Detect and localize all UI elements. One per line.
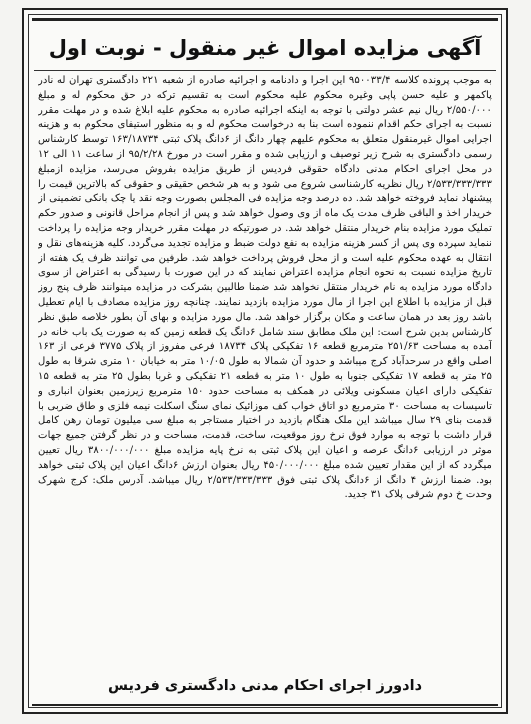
top-rule (32, 18, 498, 21)
bottom-rule (32, 704, 498, 706)
notice-title: آگهی مزایده اموال غیر منقول - نوبت اول (48, 36, 482, 60)
notice-body: به موجب پرونده کلاسه ۹۵۰۰۳۳/۴ این اجرا و دادنامه و اجرائیه صادره از شعبه ۲۲۱ دادگستری تهران له نادر پاکمهر و علیه حسن پاپی وغیره محکوم علیه محکوم است به تقسیم ترکه در حق محکوم له و مبلغ ۲/۵۵۰/۰۰۰ ریال نیم عشر دولتی با توجه به اینکه اجرائیه صادره به محکوم علیه ابلاغ شده و در مهلت مقرر نسبت به اجرای حکم اقدام ننموده است بنا به درخواست محکوم له و به منظور استیفای محکوم به و هزینه اجرایی اموال غیرمنقول متعلق به محکوم علیهم چهار دانگ از ۶دانگ پلاک ثبتی ۱۶۳/۱۸۷۳۴ توسط کارشناس رسمی دادگستری به شرح زیر توصیف و ارزیابی شده و مقرر است در مورخ ۹۵/۲/۲۸ از ساعت ۱۱ الی ۱۲ در محل اجرای احکام مدنی دادگاه حقوقی فردیس از طریق مزایده بفروش می‌رسد، مزایده ازمبلغ ۲/۵۳۳/۳۳۳/۳۳۳ ریال نظریه کارشناسی شروع می شود و به هر شخص حقیقی و حقوقی که بالاترین قیمت را پیشنهاد نماید فروخته خواهد شد. ده درصد وجه مزایده فی المجلس بصورت وجه نقد یا چک بانکی تضمینی از خریدار اخذ و الباقی ظرف مدت یک ماه از وی وصول خواهد شد و پس از انجام مراحل قانونی و صدور حکم تملیک مورد مزایده بنام خریدار منتقل خواهد شد. در صورتیکه در مهلت مقرر خریدار وجه مزایده را پرداخت ننماید سپرده وی پس از کسر هزینه مزایده به نفع دولت ضبط و مزایده تجدید می‌گردد. کلیه هزینه‌های نقل و انتقال به عهده محکوم علیه است و از محل فروش پرداخت خواهد شد. طرفین می توانند ظرف یک هفته از تاریخ مزایده نسبت به نحوه انجام مزایده اعتراض نمایند که در این صورت با رسیدگی به اعتراض از سوی دادگاه مورد مزایده به نام خریدار منتقل نخواهد شد ضمنا طالبین بشرکت در مزایده میتوانند ظرف پنج روز قبل از مزایده با اطلاع این اجرا از مال مورد مزایده بازدید نمایند. چنانچه روز مزایده مصادف با ایام تعطیل باشد روز بعد در همان ساعت و مکان برگزار خواهد شد. مال مورد مزایده و بهای آن بطور خلاصه طبق نظر کارشناس بدین شرح است: این ملک مطابق سند شامل ۶دانگ یک قطعه زمین که به صورت یک باب خانه در آمده به مساحت ۲۵۱/۶۳ مترمربع قطعه ۱۶ تفکیکی پلاک ۱۸۷۳۴ فرعی مفروز از پلاک ۳۷۷۵ فرعی از ۱۶۳ اصلی واقع در سرحدآباد کرج میباشد و حدود آن شمالا به طول ۱۰/۰۵ متر به خیابان ۱۰ متری شرقا به طول ۲۵ متر به قطعه ۱۷ تفکیکی جنوبا به طول ۱۰ متر به قطعه ۲۱ تفکیکی و غربا بطول ۲۵ متر به قطعه ۱۵ تفکیکی دارای اعیان مسکونی ویلائی در همکف به مساحت حدود ۱۵۰ مترمربع زیرزمین بعنوان انباری و تاسیسات به مساحت ۳۰ مترمربع دو اتاق خواب کف موزائیک نمای سنگ اسکلت نیمه فلزی و طاق ضربی با قدمت بنای ۲۹ سال میباشد این ملک هنگام بازدید در اختیار مستاجر به مبلغ سی میلیون تومان رهن کامل قرار داشت با توجه به موارد فوق نرخ روز موقعیت، ساخت، قدمت، مساحت و در نظر گرفتن جمیع جهات موثر در ارزیابی ۶دانگ عرصه و اعیان این پلاک ثبتی به نرخ پایه مزایده مبلغ ۳۸۰۰/۰۰۰/۰۰۰ ریال تعیین میگردد که از این مقدار تعیین شده مبلغ ۴۵۰/۰۰۰/۰۰۰ ریال بعنوان ارزش ۶دانگ اعیان این پلاک ثبتی خواهد بود. ضمنا ارزش ۴ دانگ از ۶دانگ پلاک ثبتی فوق ۲/۵۳۳/۳۳۳/۳۳۳ ریال میباشد. آدرس ملک: کرج شهرک وحدت خ دوم شرقی پلاک ۳۱ جدید. (38, 75, 492, 501)
notice-frame (22, 8, 508, 714)
notice-signature: دادورز اجرای احکام مدنی دادگستری فردیس (107, 678, 423, 694)
title-divider (34, 70, 496, 71)
